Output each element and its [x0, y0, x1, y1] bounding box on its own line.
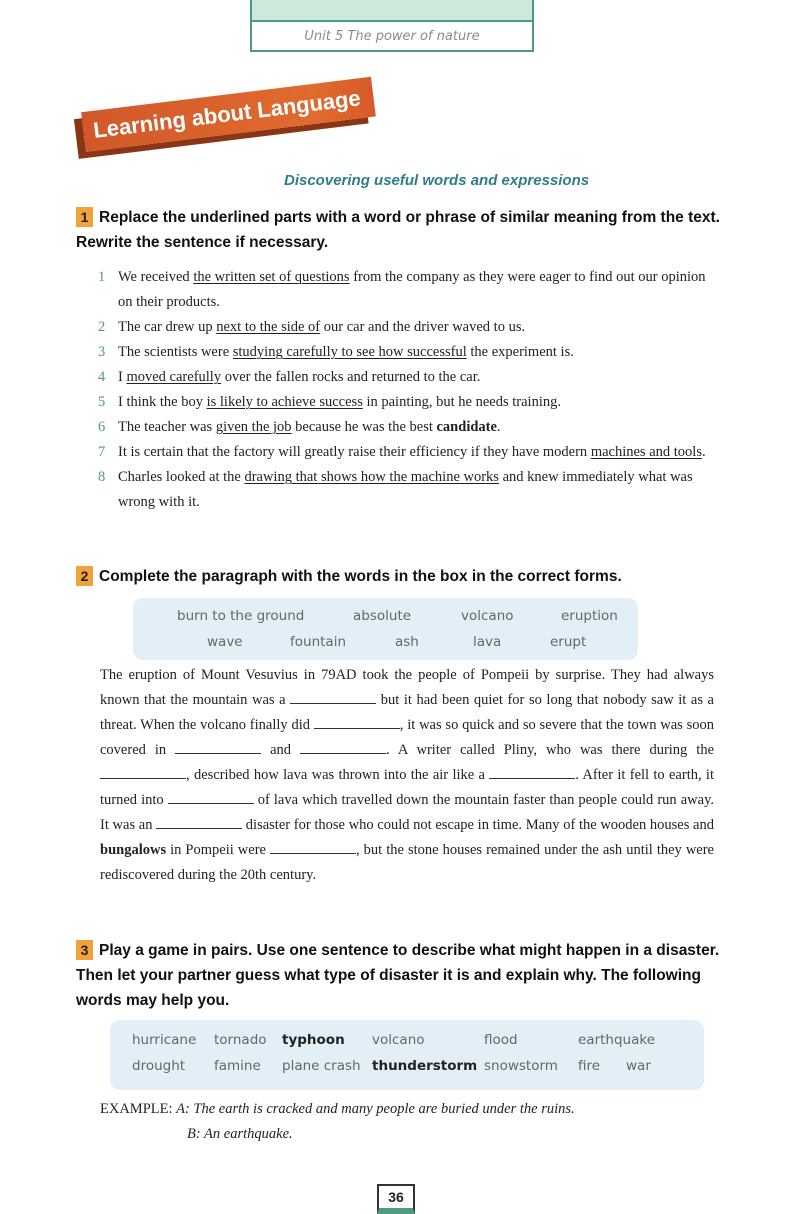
- item-text: .: [701, 444, 706, 460]
- item-text: Charles looked at the: [118, 469, 245, 485]
- header-decoration: [252, 0, 532, 22]
- example-line: A: The earth is cracked and many people are buried under the ruins.: [176, 1101, 575, 1117]
- instruction-text: Replace the underlined parts with a word or phrase of similar meaning from the text. Rewrite the sentence if necessary.: [76, 209, 720, 251]
- list-item: [98, 340, 718, 365]
- list-item: [98, 265, 718, 315]
- word-chip: earthquake: [578, 1032, 656, 1048]
- answer-blank[interactable]: [489, 764, 575, 779]
- word-chip: typhoon: [282, 1032, 345, 1048]
- item-number: 6: [98, 419, 106, 435]
- unit-header: [250, 0, 534, 52]
- item-text: I: [118, 369, 127, 385]
- answer-blank[interactable]: [314, 714, 400, 729]
- task-1-instruction: [76, 205, 726, 255]
- item-text: in painting, but he needs training.: [362, 394, 561, 410]
- sentence-list: [98, 265, 718, 515]
- item-text: the experiment is.: [466, 344, 574, 360]
- example-line: B: An earthquake.: [187, 1126, 293, 1142]
- word-chip: eruption: [561, 608, 618, 624]
- task-3-instruction: [76, 938, 726, 1013]
- list-item: [98, 465, 718, 515]
- word-chip: fountain: [290, 634, 346, 650]
- word-chip: burn to the ground: [177, 608, 305, 624]
- word-chip: drought: [132, 1058, 186, 1074]
- item-text: and knew immediately what was wrong with it.: [118, 469, 693, 510]
- instruction-text: Play a game in pairs. Use one sentence to describe what might happen in a disaster. Then let your partner guess what type of disaster it is and explain why. The following words may help you.: [76, 942, 720, 1009]
- task-number: 2: [76, 566, 93, 586]
- list-item: [98, 315, 718, 340]
- item-number: 1: [98, 269, 106, 285]
- paragraph-text: in Pompeii were: [166, 842, 270, 858]
- item-text: The scientists were: [118, 344, 233, 360]
- paragraph-text: and: [261, 742, 301, 758]
- item-number: 8: [98, 469, 106, 485]
- underlined-phrase: drawing that shows how the machine works: [244, 469, 499, 485]
- word-box: [110, 1020, 704, 1090]
- paragraph-text: , but the stone houses remained under the ash until they were rediscovered during the 20th century.: [100, 842, 714, 883]
- item-text: I think the boy: [118, 394, 207, 410]
- item-text: our car and the driver waved to us.: [320, 319, 526, 335]
- word-chip: hurricane: [132, 1032, 197, 1048]
- answer-blank[interactable]: [156, 814, 242, 829]
- paragraph-text: . After it fell to earth, it turned into: [100, 767, 714, 808]
- paragraph-text: of lava which travelled down the mountain faster than people could run away. It was an: [100, 792, 714, 833]
- answer-blank[interactable]: [270, 839, 356, 854]
- word-chip: snowstorm: [484, 1058, 558, 1074]
- word-chip: plane crash: [282, 1058, 361, 1074]
- word-chip: ash: [395, 634, 419, 650]
- item-text: because he was the best: [291, 419, 437, 435]
- paragraph-text: but it had been quiet for so long that nobody saw it as a threat. When the volcano finally did: [100, 692, 714, 733]
- word-chip: tornado: [214, 1032, 267, 1048]
- underlined-phrase: given the job: [215, 419, 292, 435]
- task-number: 3: [76, 940, 93, 960]
- bold-word: bungalows: [100, 842, 167, 858]
- underlined-phrase: studying carefully to see how successful: [232, 344, 467, 360]
- item-number: 2: [98, 319, 106, 335]
- example-label: EXAMPLE:: [100, 1101, 173, 1117]
- list-item: [98, 415, 718, 440]
- paragraph-text: The eruption of Mount Vesuvius in 79AD took the people of Pompeii by surprise. They had always known that the mountain was a: [100, 667, 714, 708]
- word-chip: wave: [207, 634, 243, 650]
- paragraph-text: , described how lava was thrown into the air like a: [186, 767, 490, 783]
- cloze-paragraph: [100, 663, 714, 888]
- answer-blank[interactable]: [100, 764, 186, 779]
- item-text: We received: [118, 269, 194, 285]
- word-chip: thunderstorm: [372, 1058, 478, 1074]
- list-item: [98, 440, 718, 465]
- word-box: [133, 598, 638, 660]
- section-subheading: Discovering useful words and expressions: [284, 172, 590, 189]
- task-number: 1: [76, 207, 93, 227]
- answer-blank[interactable]: [168, 789, 254, 804]
- underlined-phrase: is likely to achieve success: [206, 394, 363, 410]
- example-row-a: [100, 1097, 575, 1122]
- underlined-phrase: the written set of questions: [193, 269, 350, 285]
- word-chip: erupt: [550, 634, 587, 650]
- item-text: The car drew up: [118, 319, 217, 335]
- answer-blank[interactable]: [290, 689, 376, 704]
- answer-blank[interactable]: [175, 739, 261, 754]
- example-block: [100, 1097, 575, 1147]
- word-chip: war: [626, 1058, 651, 1074]
- section-banner: [81, 77, 376, 152]
- item-text: from the company as they were eager to find out our opinion on their products.: [118, 269, 706, 310]
- page-number: 36: [377, 1184, 415, 1214]
- underlined-phrase: next to the side of: [216, 319, 321, 335]
- word-chip: flood: [484, 1032, 518, 1048]
- item-text: .: [496, 419, 501, 435]
- item-number: 4: [98, 369, 106, 385]
- paragraph-text: , it was so quick and so severe that the town was soon covered in: [100, 717, 714, 758]
- list-item: [98, 365, 718, 390]
- item-text: over the fallen rocks and returned to the car.: [221, 369, 481, 385]
- word-chip: fire: [578, 1058, 601, 1074]
- bold-word: candidate: [436, 419, 497, 435]
- unit-title: Unit 5 The power of nature: [304, 29, 480, 44]
- banner-title: Learning about Language: [91, 85, 362, 143]
- item-text: It is certain that the factory will greatly raise their efficiency if they have modern: [118, 444, 591, 460]
- word-chip: volcano: [372, 1032, 425, 1048]
- word-chip: lava: [473, 634, 502, 650]
- item-number: 5: [98, 394, 106, 410]
- underlined-phrase: moved carefully: [126, 369, 222, 385]
- underlined-phrase: machines and tools: [590, 444, 702, 460]
- list-item: [98, 390, 718, 415]
- answer-blank[interactable]: [300, 739, 386, 754]
- instruction-text: Complete the paragraph with the words in the box in the correct forms.: [99, 568, 622, 585]
- paragraph-text: . A writer called Pliny, who was there during the: [386, 742, 715, 758]
- item-number: 3: [98, 344, 106, 360]
- paragraph-text: disaster for those who could not escape in time. Many of the wooden houses and: [242, 817, 714, 833]
- task-2-instruction: [76, 564, 726, 589]
- word-chip: absolute: [353, 608, 412, 624]
- item-number: 7: [98, 444, 106, 460]
- example-row-b: [100, 1122, 575, 1147]
- word-chip: famine: [214, 1058, 261, 1074]
- item-text: The teacher was: [118, 419, 216, 435]
- word-chip: volcano: [461, 608, 514, 624]
